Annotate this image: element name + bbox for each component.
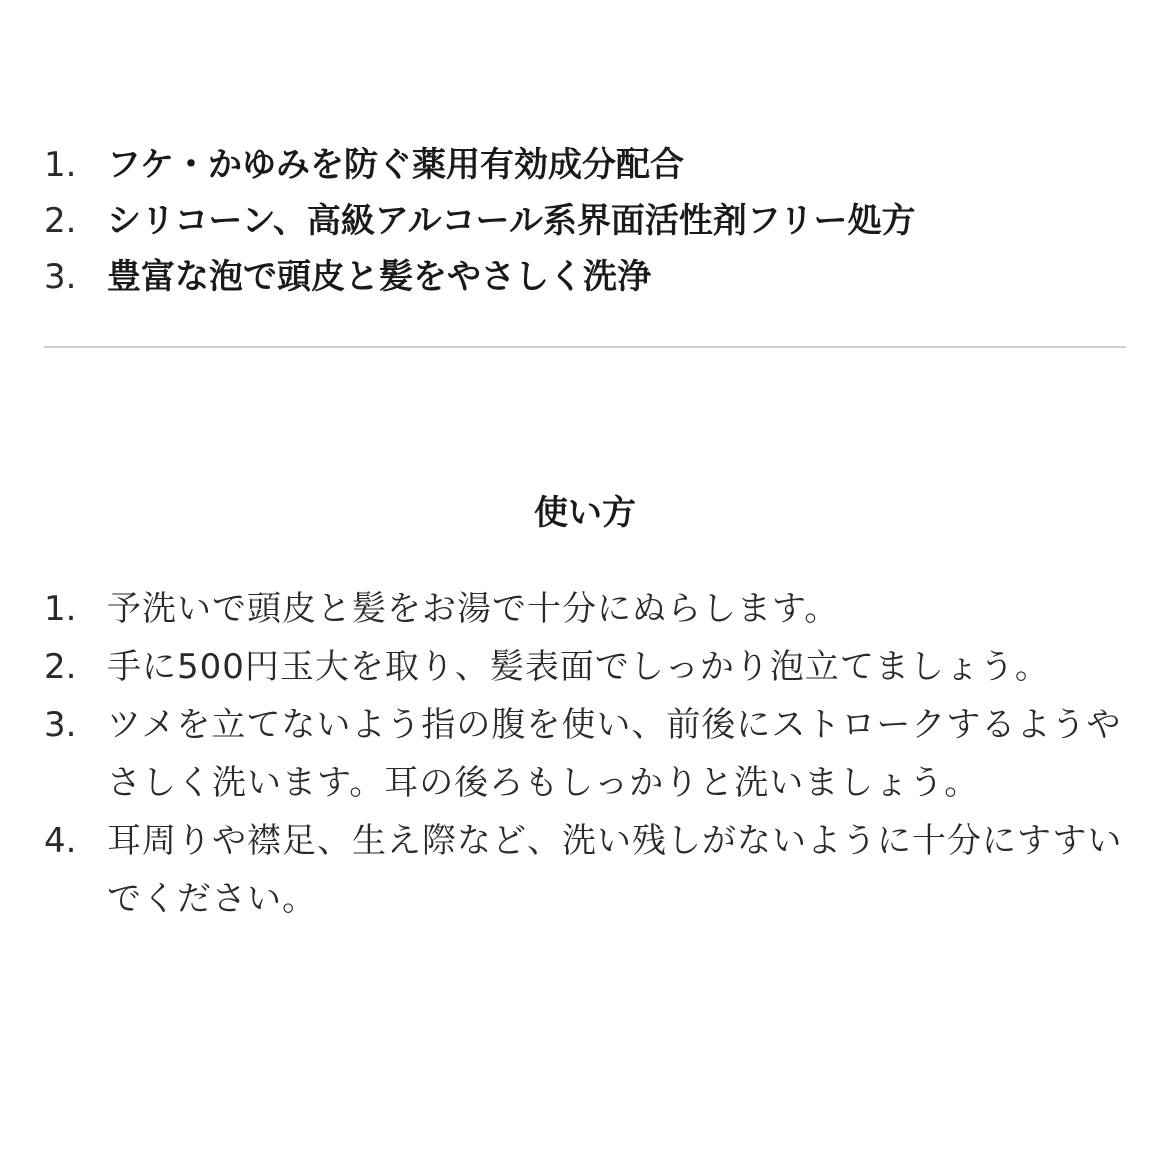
usage-steps-list	[44, 580, 1126, 928]
feature-item	[44, 193, 1126, 249]
section-divider	[44, 346, 1126, 348]
step-number: 4.	[44, 821, 77, 861]
usage-step	[44, 696, 1126, 812]
feature-item	[44, 137, 1126, 193]
feature-list	[44, 137, 1126, 305]
step-number: 1.	[44, 589, 77, 629]
step-text: 手に500円玉大を取り、髪表面でしっかり泡立てましょう。	[107, 647, 1050, 687]
feature-text: シリコーン、高級アルコール系界面活性剤フリー処方	[107, 201, 916, 241]
usage-step	[44, 580, 1126, 638]
step-text: 予洗いで頭皮と髪をお湯で十分にぬらします。	[107, 589, 840, 629]
feature-text: 豊富な泡で頭皮と髪をやさしく洗浄	[107, 257, 651, 297]
feature-number: 3.	[44, 257, 77, 297]
step-text: 耳周りや襟足、生え際など、洗い残しがないように十分にすすいでください。	[107, 821, 1123, 919]
feature-number: 2.	[44, 201, 77, 241]
step-text: ツメを立てないよう指の腹を使い、前後にストロークするようやさしく洗います。耳の後ろもしっかりと洗いましょう。	[107, 705, 1122, 803]
feature-item	[44, 249, 1126, 305]
usage-heading: 使い方	[534, 493, 636, 533]
usage-step	[44, 638, 1126, 696]
step-number: 2.	[44, 647, 77, 687]
feature-text: フケ・かゆみを防ぐ薬用有効成分配合	[107, 145, 684, 185]
usage-step	[44, 812, 1126, 928]
step-number: 3.	[44, 705, 77, 745]
feature-number: 1.	[44, 145, 77, 185]
